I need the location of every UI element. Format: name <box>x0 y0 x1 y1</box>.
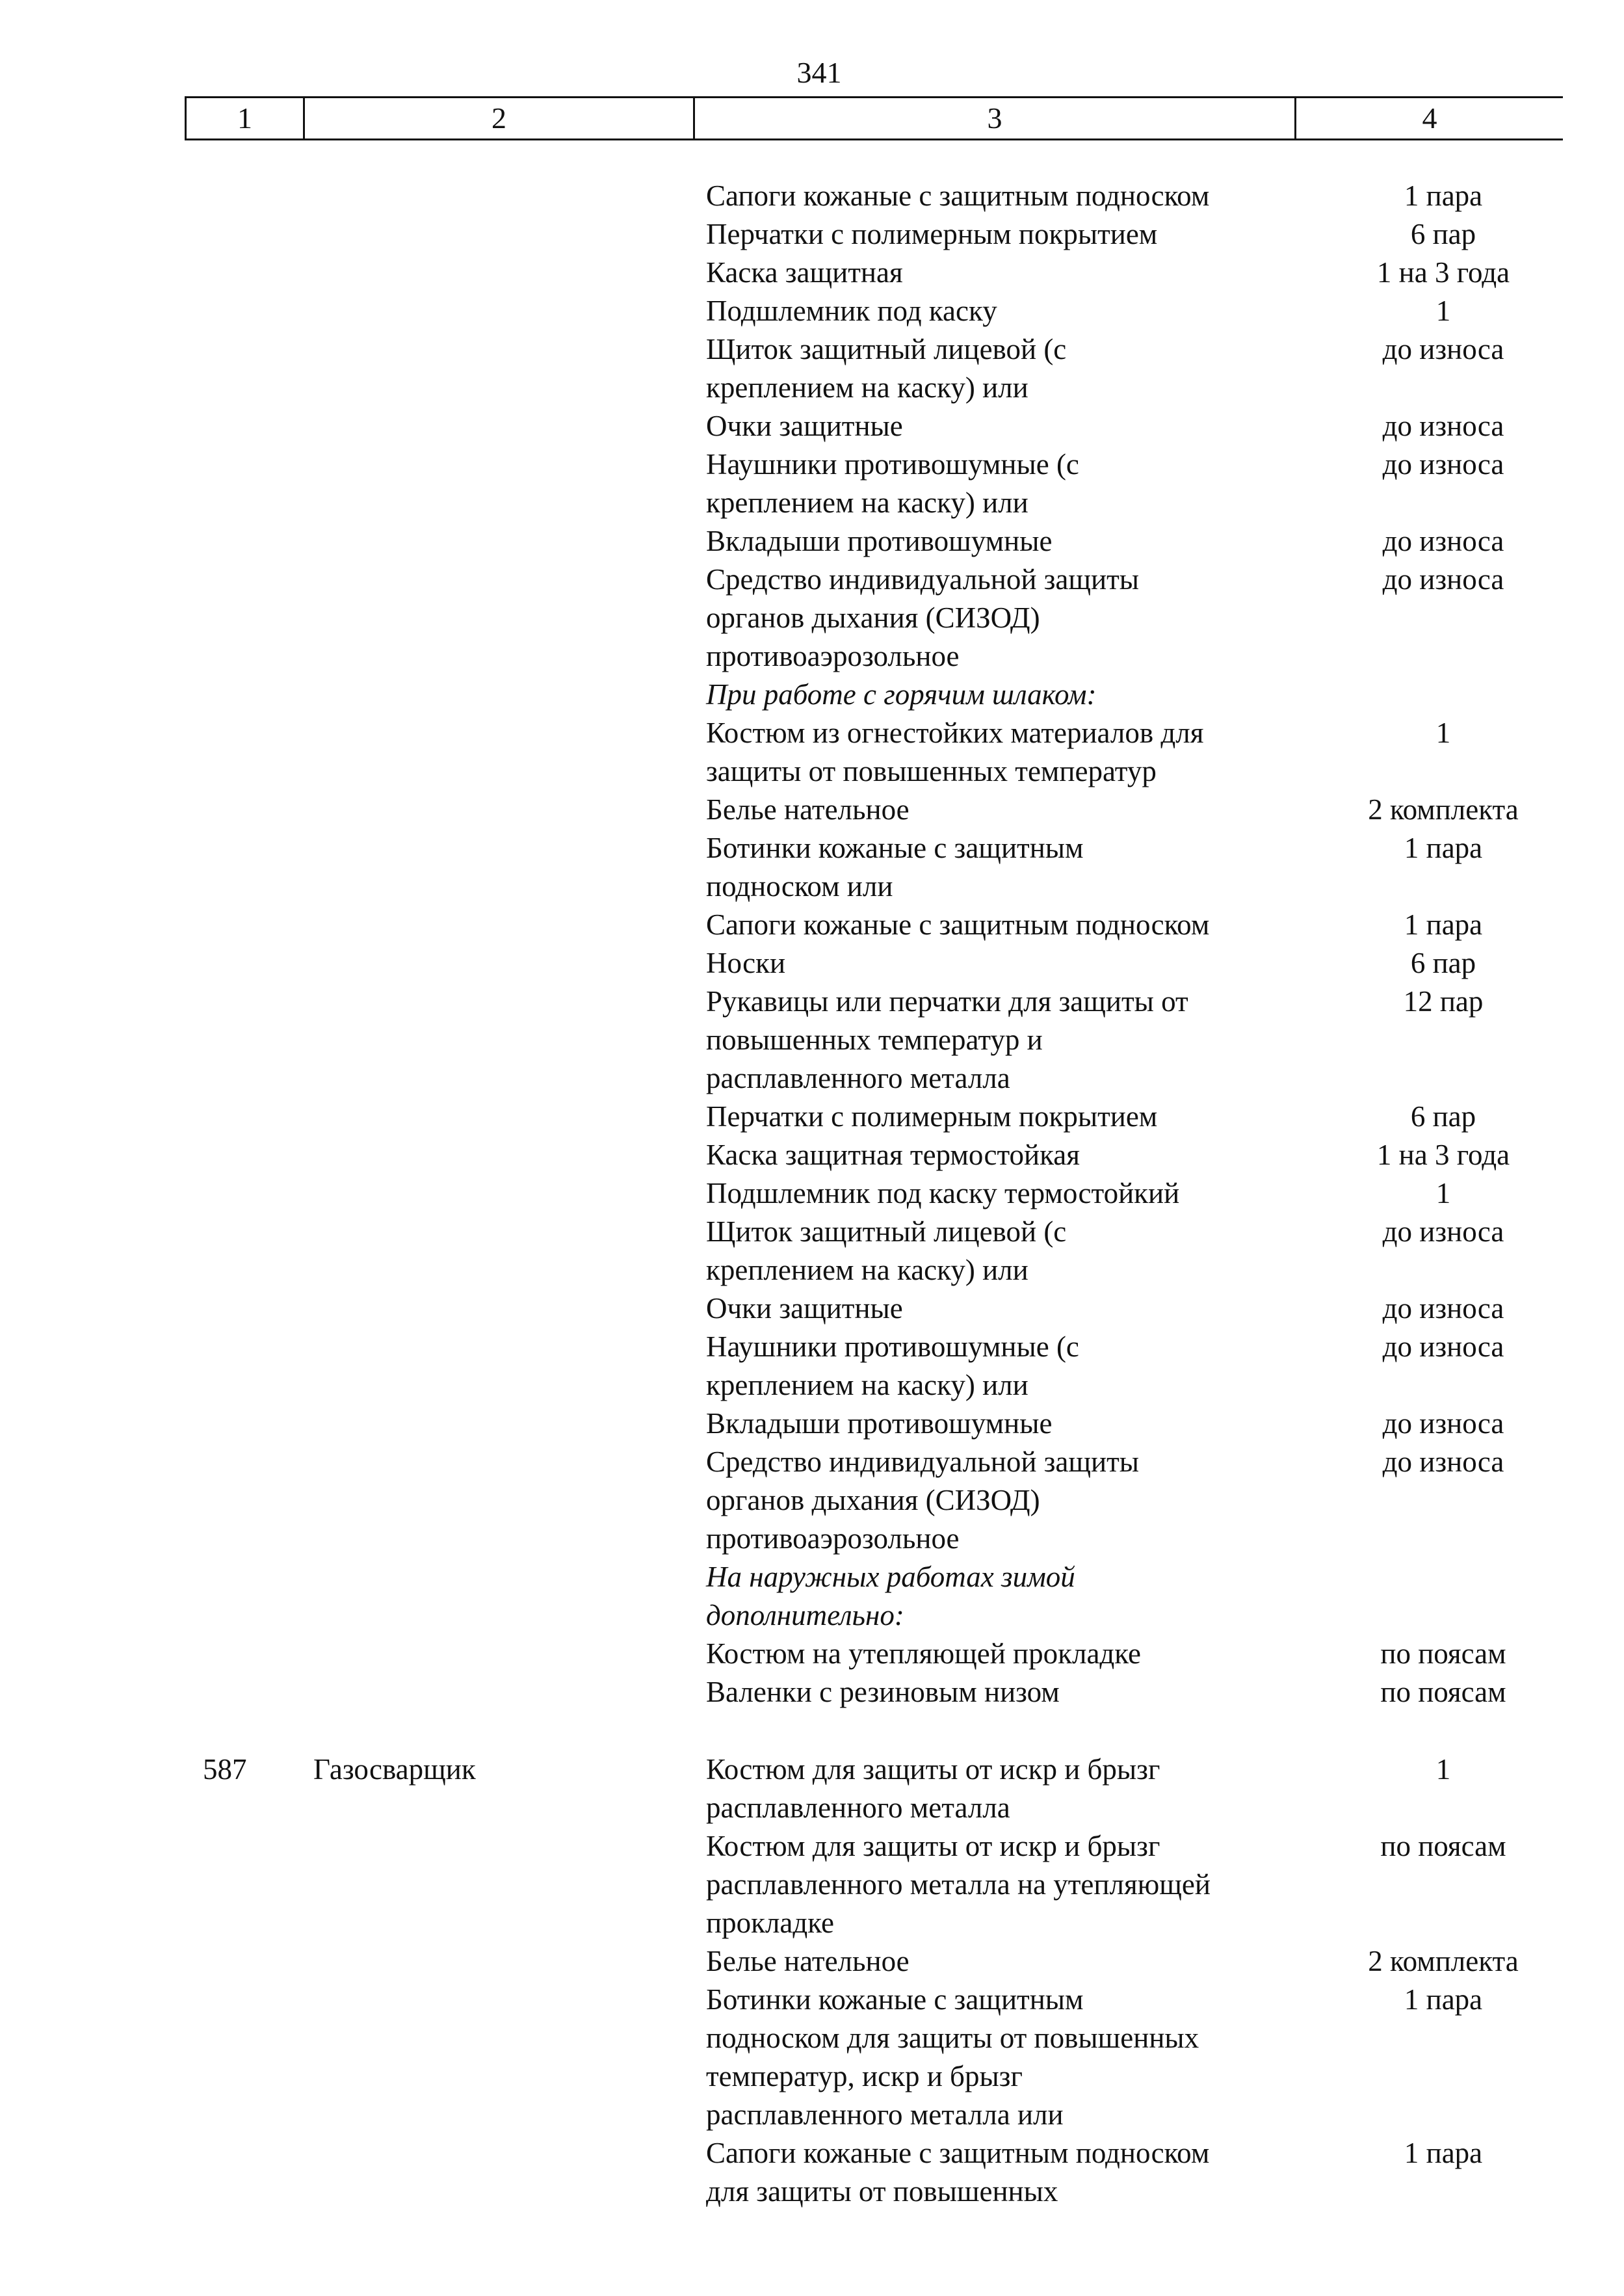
table-row <box>0 1750 1624 1827</box>
equipment-name: Очки защитные <box>706 410 903 442</box>
header-col-2: 2 <box>303 98 693 139</box>
issue-norm: до износа <box>1382 525 1504 557</box>
table-row <box>0 1328 1624 1405</box>
equipment-name: Наушники противошумные (с креплением на каску) или <box>706 448 1079 519</box>
table-row <box>0 1443 1624 1558</box>
equipment-name: Перчатки с полимерным покрытием <box>706 218 1158 250</box>
equipment-name: Каска защитная <box>706 256 903 289</box>
table-row <box>0 714 1624 791</box>
issue-norm: до износа <box>1382 1292 1504 1325</box>
equipment-name: Вкладыши противошумные <box>706 525 1053 557</box>
issue-norm: 1 пара <box>1404 179 1483 212</box>
equipment-name: Подшлемник под каску <box>706 295 997 327</box>
table-row <box>0 1174 1624 1213</box>
equipment-name: Костюм для защиты от искр и брызг расплавленного металла <box>706 1753 1160 1824</box>
equipment-name: Ботинки кожаные с защитным подноском для защиты от повышенных температур, искр и брызг расплавленного металла или <box>706 1983 1199 2131</box>
equipment-name: Сапоги кожаные с защитным подноском <box>706 908 1210 941</box>
issue-norm: до износа <box>1382 563 1504 596</box>
table-row <box>0 407 1624 445</box>
table-row <box>0 254 1624 292</box>
header-col-3: 3 <box>693 98 1294 139</box>
issue-norm: до износа <box>1382 448 1504 481</box>
equipment-name: Вкладыши противошумные <box>706 1407 1053 1440</box>
issue-norm: до износа <box>1382 1445 1504 1478</box>
section-heading-row <box>0 1558 1624 1635</box>
table-row <box>0 1827 1624 1942</box>
table-row <box>0 1635 1624 1673</box>
table-row <box>0 906 1624 944</box>
table-row <box>0 1289 1624 1328</box>
profession-name: Газосварщик <box>313 1753 476 1786</box>
equipment-name: Носки <box>706 947 786 979</box>
section-heading: При работе с горячим шлаком: <box>706 678 1097 711</box>
issue-norm: 1 <box>1435 295 1451 327</box>
equipment-name: Костюм из огнестойких материалов для защиты от повышенных температур <box>706 717 1204 787</box>
table-row <box>0 1981 1624 2134</box>
table-row <box>0 177 1624 215</box>
issue-norm: 2 комплекта <box>1368 793 1519 826</box>
table-row <box>0 215 1624 254</box>
equipment-name: Подшлемник под каску термостойкий <box>706 1177 1180 1209</box>
equipment-name: Наушники противошумные (с креплением на каску) или <box>706 1330 1079 1401</box>
issue-norm: 6 пар <box>1410 218 1476 250</box>
issue-norm: 2 комплекта <box>1368 1945 1519 1977</box>
table-row <box>0 944 1624 983</box>
table-row <box>0 1136 1624 1174</box>
issue-norm: 12 пар <box>1403 985 1484 1018</box>
table-body <box>0 177 1624 2211</box>
row-number: 587 <box>203 1753 247 1786</box>
issue-norm: по поясам <box>1380 1830 1506 1862</box>
table-row <box>0 1673 1624 1711</box>
equipment-name: Средство индивидуальной защиты органов дыхания (СИЗОД) противоаэрозольное <box>706 1445 1140 1555</box>
table-row <box>0 1098 1624 1136</box>
table-row <box>0 2134 1624 2211</box>
equipment-name: Белье нательное <box>706 793 910 826</box>
table-row <box>0 522 1624 561</box>
equipment-name: Костюм для защиты от искр и брызг расплавленного металла на утепляющей прокладке <box>706 1830 1211 1939</box>
equipment-name: Сапоги кожаные с защитным подноском для защиты от повышенных <box>706 2137 1210 2208</box>
equipment-name: Валенки с резиновым низом <box>706 1676 1060 1708</box>
issue-norm: 1 на 3 года <box>1376 1139 1510 1171</box>
table-row <box>0 445 1624 522</box>
issue-norm: 6 пар <box>1410 1100 1476 1133</box>
equipment-name: Средство индивидуальной защиты органов дыхания (СИЗОД) противоаэрозольное <box>706 563 1140 672</box>
issue-norm: 1 <box>1435 1177 1451 1209</box>
issue-norm: 1 пара <box>1404 1983 1483 2016</box>
equipment-name: Ботинки кожаные с защитным подноском или <box>706 832 1084 903</box>
issue-norm: до износа <box>1382 333 1504 365</box>
issue-norm: 1 на 3 года <box>1376 256 1510 289</box>
equipment-name: Щиток защитный лицевой (с креплением на каску) или <box>706 333 1067 404</box>
table-row <box>0 292 1624 330</box>
issue-norm: по поясам <box>1380 1676 1506 1708</box>
section-heading: На наружных работах зимой дополнительно: <box>706 1561 1075 1631</box>
header-col-4: 4 <box>1294 98 1563 139</box>
issue-norm: 6 пар <box>1410 947 1476 979</box>
issue-norm: до износа <box>1382 1215 1504 1248</box>
issue-norm: 1 пара <box>1404 832 1483 864</box>
issue-norm: по поясам <box>1380 1637 1506 1670</box>
issue-norm: до износа <box>1382 410 1504 442</box>
equipment-name: Очки защитные <box>706 1292 903 1325</box>
table-row <box>0 1213 1624 1289</box>
table-header <box>185 96 1563 140</box>
table-row <box>0 330 1624 407</box>
equipment-name: Перчатки с полимерным покрытием <box>706 1100 1158 1133</box>
issue-norm: до износа <box>1382 1330 1504 1363</box>
issue-norm: 1 <box>1435 717 1451 749</box>
header-col-1: 1 <box>185 98 303 139</box>
row-spacer <box>0 1711 1624 1750</box>
section-heading-row <box>0 676 1624 714</box>
issue-norm: до износа <box>1382 1407 1504 1440</box>
table-row <box>0 1942 1624 1981</box>
page-number: 341 <box>796 56 842 89</box>
table-row <box>0 1405 1624 1443</box>
issue-norm: 1 пара <box>1404 2137 1483 2169</box>
equipment-name: Сапоги кожаные с защитным подноском <box>706 179 1210 212</box>
equipment-name: Костюм на утепляющей прокладке <box>706 1637 1142 1670</box>
equipment-name: Каска защитная термостойкая <box>706 1139 1080 1171</box>
table-row <box>0 829 1624 906</box>
equipment-name: Щиток защитный лицевой (с креплением на каску) или <box>706 1215 1067 1286</box>
issue-norm: 1 пара <box>1404 908 1483 941</box>
equipment-name: Рукавицы или перчатки для защиты от повышенных температур и расплавленного металла <box>706 985 1188 1094</box>
table-row <box>0 791 1624 829</box>
table-row <box>0 561 1624 676</box>
table-row <box>0 983 1624 1098</box>
issue-norm: 1 <box>1435 1753 1451 1786</box>
equipment-name: Белье нательное <box>706 1945 910 1977</box>
